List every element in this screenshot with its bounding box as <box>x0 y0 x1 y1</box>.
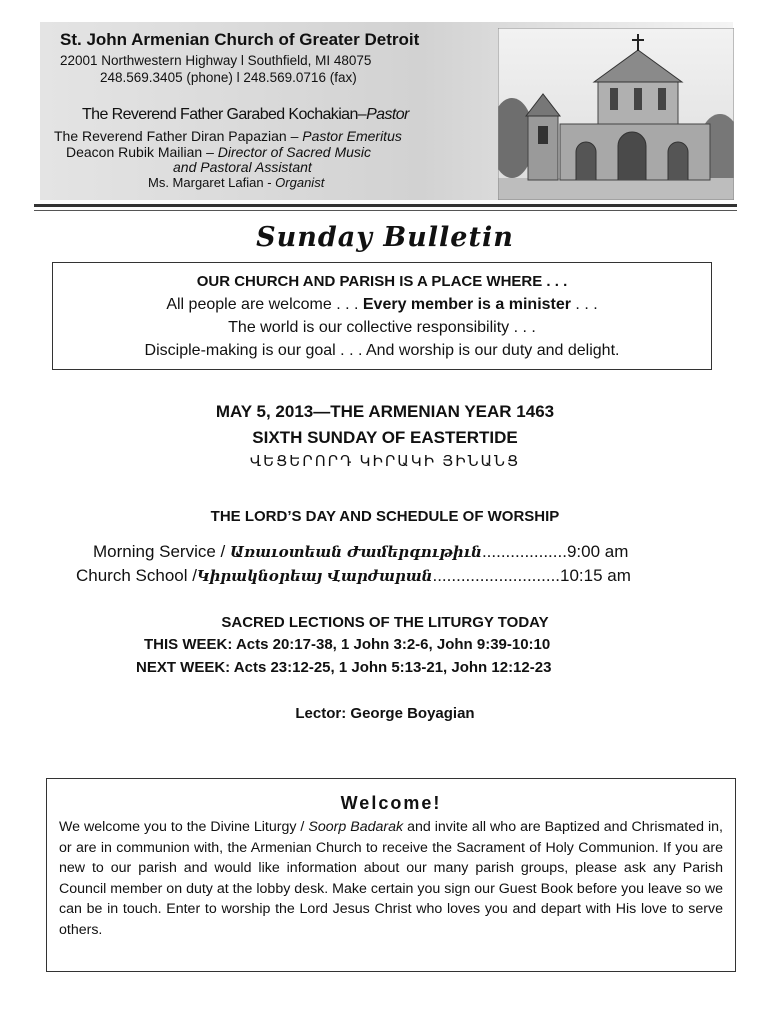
sunday-line: SIXTH SUNDAY OF EASTERTIDE <box>252 428 518 447</box>
header-rule-thin <box>34 210 737 211</box>
schedule-time: 9:00 am <box>566 542 629 561</box>
schedule-armenian: Կիրակնօրեայ Վարժարան <box>196 567 433 585</box>
welcome-box <box>46 778 736 972</box>
church-photo <box>498 28 734 200</box>
header-rule <box>34 204 737 207</box>
schedule-item <box>76 566 631 586</box>
clergy-name: Ms. Margaret Lafian <box>148 175 264 190</box>
schedule-label: Church School / <box>76 566 197 585</box>
clergy-role: and Pastoral Assistant <box>173 159 312 175</box>
pastor-role: Pastor <box>366 106 409 123</box>
lections-heading: SACRED LECTIONS OF THE LITURGY TODAY <box>221 614 549 631</box>
clergy-name: Deacon Rubik Mailian <box>66 144 203 160</box>
mission-text: . . . <box>570 296 598 313</box>
mission-line-3: The world is our collective responsibility . . . <box>228 319 536 336</box>
mission-line-2 <box>53 296 711 314</box>
schedule-time: 10:15 am <box>560 566 631 585</box>
address-line: 22001 Northwestern Highway l Southfield, MI 48075 <box>60 53 372 68</box>
phone-line: 248.569.3405 (phone) l 248.569.0716 (fax) <box>100 70 357 85</box>
bulletin-title: Sunday Bulletin <box>256 222 514 253</box>
mission-heading: OUR CHURCH AND PARISH IS A PLACE WHERE . . . <box>196 273 568 290</box>
welcome-text: We welcome you to the Divine Liturgy / <box>59 819 309 835</box>
mission-line-4: Disciple-making is our goal . . . And worship is our duty and delight. <box>144 342 620 359</box>
welcome-heading: Welcome! <box>340 793 442 813</box>
welcome-text: and invite all who are Baptized and Chrismated in, or are in communion with, the Armenian Church to receive the Sacrament of Holy Communion. If you are new to our parish and would like information about our many parish groups, please ask any Parish Council member on duty at the lobby desk. Make certain you sign our Guest Book before you leave so we can be in touch. Enter to worship the Lord Jesus Christ who loves you and depart with His love to serve others. <box>59 819 723 938</box>
lections-this-week: THIS WEEK: Acts 20:17-38, 1 John 3:2-6, John 9:39-10:10 <box>144 636 551 653</box>
lector-line: Lector: George Boyagian <box>295 705 475 722</box>
schedule-heading: THE LORD’S DAY AND SCHEDULE OF WORSHIP <box>210 508 560 525</box>
schedule-label: Morning Service / <box>93 542 230 561</box>
armenian-title: ՎԵՑԵՐՈՐԴ ԿԻՐԱԿԻ ՅԻՆԱՆՑ <box>249 453 521 470</box>
schedule-item <box>93 542 628 562</box>
pastor-name: The Reverend Father Garabed Kochakian <box>82 106 358 123</box>
leader-dots: ........................... <box>432 566 561 585</box>
leader-dots: .................. <box>481 542 567 561</box>
mission-text: All people are welcome . . . <box>166 296 363 313</box>
lections-next-week: NEXT WEEK: Acts 23:12-25, 1 John 5:13-21, John 12:12-23 <box>136 659 552 676</box>
clergy-name: The Reverend Father Diran Papazian <box>54 128 287 144</box>
mission-box <box>52 262 712 370</box>
schedule-armenian: Առաւօտեան Ժամերգութիւն <box>230 543 482 561</box>
clergy-line-2: Deacon Rubik Mailian – Director of Sacred Music <box>66 144 372 160</box>
clergy-line-3 <box>173 159 312 175</box>
clergy-line-1: The Reverend Father Diran Papazian – Pastor Emeritus <box>54 128 402 144</box>
pastor-line: The Reverend Father Garabed Kochakian–Pastor <box>82 106 409 123</box>
welcome-paragraph <box>59 817 723 941</box>
welcome-italic: Soorp Badarak <box>308 819 404 835</box>
mission-emphasis: Every member is a minister <box>362 296 571 313</box>
church-name: St. John Armenian Church of Greater Detroit <box>60 30 420 49</box>
clergy-role: Organist <box>275 175 325 190</box>
clergy-role: Director of Sacred Music <box>217 144 372 160</box>
clergy-role: Pastor Emeritus <box>302 128 402 144</box>
date-line: MAY 5, 2013—THE ARMENIAN YEAR 1463 <box>215 402 555 421</box>
clergy-line-4: Ms. Margaret Lafian - Organist <box>148 175 325 190</box>
